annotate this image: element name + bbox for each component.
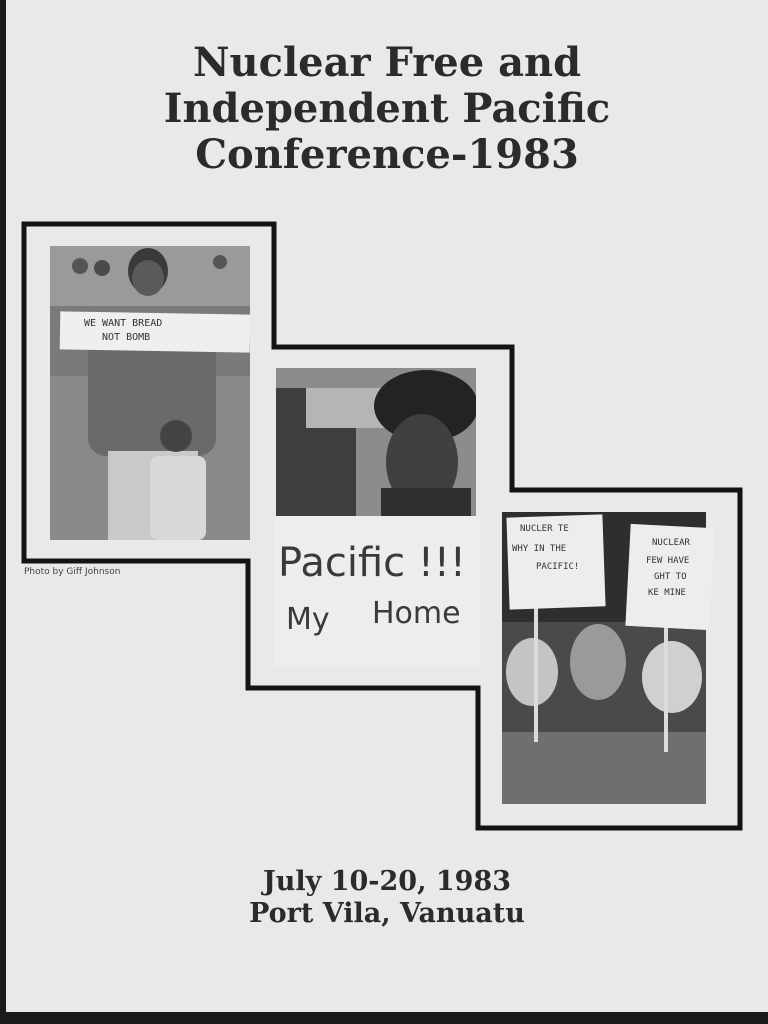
sign-few-line-3: GHT TO	[654, 572, 687, 582]
sign-few-line-2: FEW HAVE	[646, 556, 690, 566]
document-page	[6, 0, 768, 1012]
photo-credit: Photo by Giff Johnson	[24, 567, 121, 577]
title-line-3: Conference-1983	[195, 131, 579, 178]
sign-pacific-line-1: Pacific !!!	[278, 540, 466, 586]
conference-title	[6, 40, 768, 178]
sign-pacific-line-2: My	[286, 602, 330, 637]
conference-details	[6, 866, 768, 930]
photo-left-image	[50, 246, 250, 540]
sign-few-line-4: KE MINE	[648, 588, 686, 598]
sign-bread-line-1: WE WANT BREAD	[84, 318, 163, 329]
sign-pacific-home	[274, 516, 480, 666]
sign-test-line-1: NUCLER TE	[520, 524, 569, 534]
sign-pacific-line-3: Home	[372, 596, 461, 631]
title-line-1: Nuclear Free and	[192, 39, 582, 86]
sign-test-line-2: WHY IN THE	[512, 544, 567, 554]
conference-location: Port Vila, Vanuatu	[249, 898, 525, 929]
photo-protest-bread	[50, 246, 250, 540]
sign-bread-line-2: NOT BOMB	[102, 332, 151, 343]
sign-test-line-3: PACIFIC!	[536, 562, 580, 572]
conference-date: July 10-20, 1983	[262, 866, 512, 897]
sign-few-line-1: NUCLEAR	[652, 538, 690, 548]
title-line-2: Independent Pacific	[163, 85, 611, 132]
